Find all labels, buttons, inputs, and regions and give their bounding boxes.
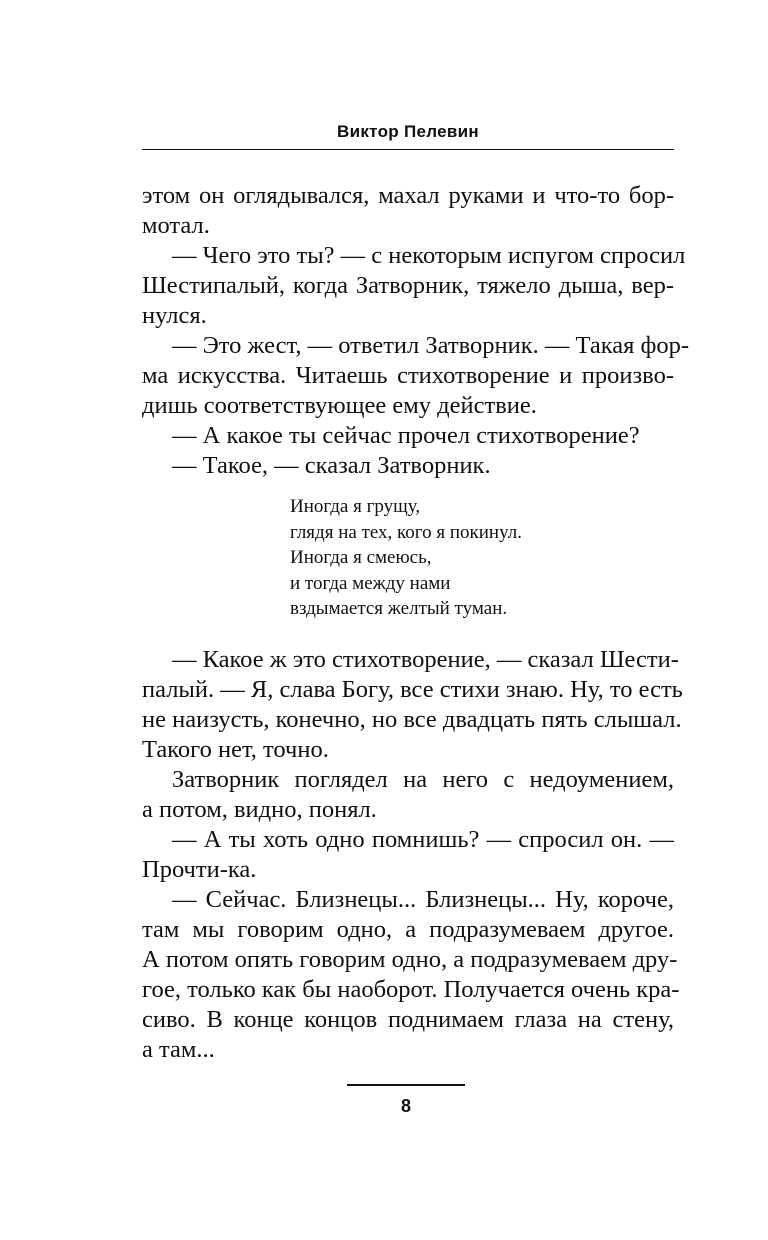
text-line: Затворник поглядел на него с недоумением, (172, 766, 674, 793)
poem-line: и тогда между нами (290, 572, 451, 594)
poem-verse (290, 494, 522, 622)
text-line: палый. — Я, слава Богу, все стихи знаю. Ну, то есть (142, 676, 683, 703)
text-line: Прочти-ка. (142, 856, 257, 883)
footer-divider (347, 1084, 465, 1086)
page-number: 8 (400, 1096, 411, 1116)
text-line: гое, только как бы наоборот. Получается очень кра- (142, 976, 680, 1003)
text-line: — Сейчас. Близнецы... Близнецы... Ну, короче, (172, 886, 674, 913)
text-line: этом он оглядывался, махал руками и что-то бор- (142, 182, 674, 209)
text-line: там мы говорим одно, а подразумеваем другое. (142, 916, 674, 943)
text-line: не наизусть, конечно, но все двадцать пять слышал. (142, 706, 682, 733)
text-line: — Это жест, — ответил Затворник. — Такая фор- (172, 332, 690, 359)
poem-line: Иногда я смеюсь, (290, 547, 432, 568)
text-line: а там... (142, 1036, 215, 1063)
text-line: дишь соответствующее ему действие. (142, 392, 537, 419)
running-title: Виктор Пелевин (337, 122, 479, 141)
text-line: — Чего это ты? — с некоторым испугом спросил (172, 242, 686, 269)
poem-line: Иногда я грущу, (290, 496, 421, 517)
text-line: А потом опять говорим одно, а подразумеваем дру- (142, 946, 678, 973)
body-text-top (142, 181, 690, 481)
header-divider (142, 149, 674, 150)
body-text-bottom (142, 645, 683, 1065)
text-line: — А ты хоть одно помнишь? — спросил он. — (172, 826, 674, 853)
text-line: — Такое, — сказал Затворник. (172, 452, 491, 479)
text-line: нулся. (142, 302, 207, 329)
text-line: ма искусства. Читаешь стихотворение и произво- (142, 362, 674, 389)
text-line: сиво. В конце концов поднимаем глаза на стену, (142, 1006, 674, 1033)
poem-line: вздымается желтый туман. (290, 598, 508, 619)
text-line: Шестипалый, когда Затворник, тяжело дыша, вер- (142, 272, 674, 299)
text-line: — А какое ты сейчас прочел стихотворение? (172, 422, 640, 449)
text-line: Такого нет, точно. (142, 736, 329, 763)
text-line: а потом, видно, понял. (142, 796, 377, 823)
text-line: — Какое ж это стихотворение, — сказал Шести- (172, 646, 679, 673)
poem-line: глядя на тех, кого я покинул. (290, 521, 522, 543)
text-line: мотал. (142, 212, 210, 239)
